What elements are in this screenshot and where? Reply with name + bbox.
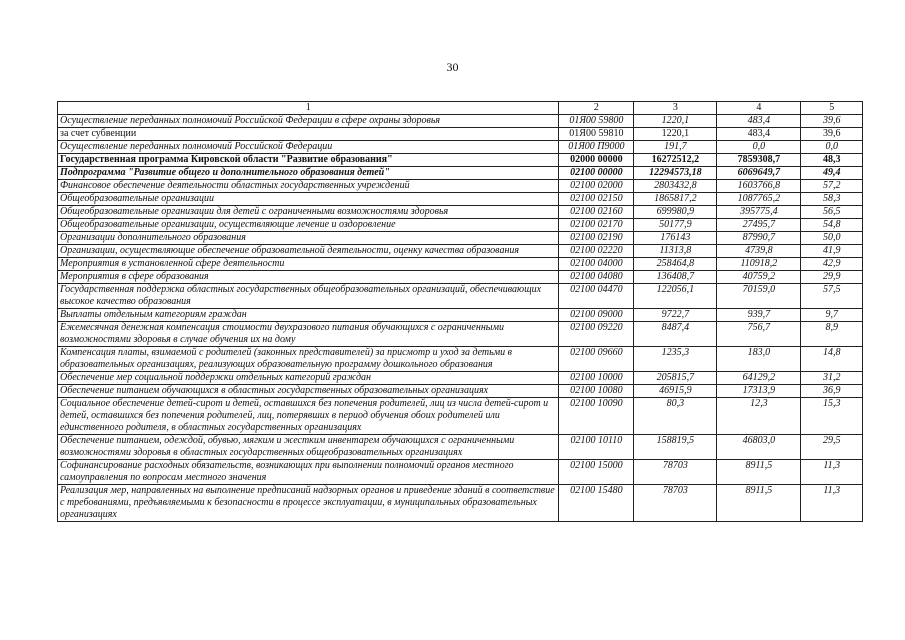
row-value-fact-cell: 64129,2: [717, 372, 801, 385]
row-value-percent-cell: 11,3: [801, 485, 863, 522]
row-value-percent-cell: 15,3: [801, 398, 863, 435]
row-value-plan-cell: 699980,9: [634, 206, 717, 219]
row-value-fact-cell: 756,7: [717, 322, 801, 347]
row-name-cell: Софинансирование расходных обязательств, возникающих при выполнении полномочий органов местного самоуправления по вопросам местного значения: [58, 460, 559, 485]
row-value-plan-cell: 122056,1: [634, 284, 717, 309]
page-number: 30: [446, 60, 459, 74]
row-value-percent-cell: 11,3: [801, 460, 863, 485]
row-code-cell: 02100 15000: [559, 460, 634, 485]
header-cell: 5: [801, 102, 863, 115]
row-name-cell: Ежемесячная денежная компенсация стоимости двухразового питания обучающихся с ограниченными возможностями здоровья в случае обучения их на дому: [58, 322, 559, 347]
row-code-cell: 02100 09000: [559, 309, 634, 322]
row-code-cell: 02100 02170: [559, 219, 634, 232]
row-value-plan-cell: 78703: [634, 485, 717, 522]
table-row: [58, 180, 863, 193]
row-code-cell: 02100 04080: [559, 271, 634, 284]
row-value-plan-cell: 78703: [634, 460, 717, 485]
row-name-cell: Выплаты отдельным категориям граждан: [58, 309, 559, 322]
row-value-percent-cell: 9,7: [801, 309, 863, 322]
row-value-fact-cell: 483,4: [717, 128, 801, 141]
row-value-percent-cell: 42,9: [801, 258, 863, 271]
row-value-plan-cell: 1220,1: [634, 115, 717, 128]
row-code-cell: 02000 00000: [559, 154, 634, 167]
row-value-plan-cell: 46915,9: [634, 385, 717, 398]
row-code-cell: 02100 04470: [559, 284, 634, 309]
row-value-plan-cell: 176143: [634, 232, 717, 245]
header-cell: 2: [559, 102, 634, 115]
row-code-cell: 02100 10000: [559, 372, 634, 385]
row-code-cell: 01Я00 П9000: [559, 141, 634, 154]
table-row: [58, 206, 863, 219]
row-name-cell: Организации, осуществляющие обеспечение образовательной деятельности, оценку качества образования: [58, 245, 559, 258]
table-row: [58, 347, 863, 372]
row-code-cell: 02100 04000: [559, 258, 634, 271]
row-name-cell: Обеспечение мер социальной поддержки отдельных категорий граждан: [58, 372, 559, 385]
row-code-cell: 02100 02220: [559, 245, 634, 258]
table-row: [58, 245, 863, 258]
row-code-cell: 02100 10080: [559, 385, 634, 398]
row-name-cell: Социальное обеспечение детей-сирот и детей, оставшихся без попечения родителей, лиц из числа детей-сирот и детей, оставшихся без попечения родителей, лиц, потерявших в период обучения обоих родителей или единственного родителя, в областных государственных организациях: [58, 398, 559, 435]
table-row: [58, 322, 863, 347]
row-value-fact-cell: 8911,5: [717, 460, 801, 485]
table-row: [58, 485, 863, 522]
row-name-cell: Компенсация платы, взимаемой с родителей (законных представителей) за присмотр и уход за детьми в образовательных организациях, реализующих образовательную программу дошкольного образования: [58, 347, 559, 372]
row-value-plan-cell: 136408,7: [634, 271, 717, 284]
row-value-plan-cell: 258464,8: [634, 258, 717, 271]
table-row: [58, 271, 863, 284]
row-name-cell: Подпрограмма "Развитие общего и дополнительного образования детей": [58, 167, 559, 180]
row-value-percent-cell: 49,4: [801, 167, 863, 180]
row-value-plan-cell: 191,7: [634, 141, 717, 154]
row-value-percent-cell: 54,8: [801, 219, 863, 232]
budget-table: [57, 101, 863, 522]
table-row: [58, 167, 863, 180]
table-row: [58, 284, 863, 309]
row-code-cell: 02100 02160: [559, 206, 634, 219]
row-value-percent-cell: 39,6: [801, 115, 863, 128]
table-row: [58, 258, 863, 271]
row-value-plan-cell: 8487,4: [634, 322, 717, 347]
row-code-cell: 02100 10090: [559, 398, 634, 435]
row-value-fact-cell: 46803,0: [717, 435, 801, 460]
row-code-cell: 02100 02150: [559, 193, 634, 206]
row-name-cell: Мероприятия в установленной сфере деятельности: [58, 258, 559, 271]
row-code-cell: 01Я00 59800: [559, 115, 634, 128]
row-name-cell: Государственная программа Кировской области "Развитие образования": [58, 154, 559, 167]
row-code-cell: 01Я00 59810: [559, 128, 634, 141]
row-value-percent-cell: 39,6: [801, 128, 863, 141]
row-name-cell: Организации дополнительного образования: [58, 232, 559, 245]
table-row: [58, 193, 863, 206]
row-value-fact-cell: 1603766,8: [717, 180, 801, 193]
row-value-plan-cell: 9722,7: [634, 309, 717, 322]
table-row: [58, 219, 863, 232]
row-name-cell: Мероприятия в сфере образования: [58, 271, 559, 284]
row-code-cell: 02100 10110: [559, 435, 634, 460]
row-value-fact-cell: 8911,5: [717, 485, 801, 522]
row-value-percent-cell: 57,5: [801, 284, 863, 309]
row-value-percent-cell: 36,9: [801, 385, 863, 398]
row-value-percent-cell: 58,3: [801, 193, 863, 206]
row-value-plan-cell: 1220,1: [634, 128, 717, 141]
row-value-plan-cell: 158819,5: [634, 435, 717, 460]
row-value-fact-cell: 7859308,7: [717, 154, 801, 167]
row-value-fact-cell: 395775,4: [717, 206, 801, 219]
row-value-fact-cell: 70159,0: [717, 284, 801, 309]
row-value-plan-cell: 1865817,2: [634, 193, 717, 206]
row-code-cell: 02100 09660: [559, 347, 634, 372]
table-row: [58, 435, 863, 460]
row-name-cell: Государственная поддержка областных государственных общеобразовательных организаций, обеспечивающих высокое качество образования: [58, 284, 559, 309]
row-value-plan-cell: 2803432,8: [634, 180, 717, 193]
row-name-cell: Общеобразовательные организации для детей с ограниченными возможностями здоровья: [58, 206, 559, 219]
row-code-cell: 02100 00000: [559, 167, 634, 180]
row-value-fact-cell: 87990,7: [717, 232, 801, 245]
row-value-percent-cell: 29,5: [801, 435, 863, 460]
row-name-cell: Осуществление переданных полномочий Российской Федерации в сфере охраны здоровья: [58, 115, 559, 128]
row-code-cell: 02100 15480: [559, 485, 634, 522]
row-value-plan-cell: 11313,8: [634, 245, 717, 258]
row-value-plan-cell: 50177,9: [634, 219, 717, 232]
row-value-percent-cell: 50,0: [801, 232, 863, 245]
row-value-percent-cell: 48,3: [801, 154, 863, 167]
row-value-percent-cell: 31,2: [801, 372, 863, 385]
header-cell: 1: [58, 102, 559, 115]
row-value-fact-cell: 483,4: [717, 115, 801, 128]
table-row: [58, 385, 863, 398]
row-name-cell: Осуществление переданных полномочий Российской Федерации: [58, 141, 559, 154]
row-value-fact-cell: 1087765,2: [717, 193, 801, 206]
row-name-cell: Обеспечение питанием, одеждой, обувью, мягким и жестким инвентарем обучающихся с ограниченными возможностями здоровья в областных государственных общеобразовательных организациях: [58, 435, 559, 460]
row-value-percent-cell: 8,9: [801, 322, 863, 347]
table-row: [58, 128, 863, 141]
row-name-cell: Реализация мер, направленных на выполнение предписаний надзорных органов и приведение зданий в соответствие с требованиями, предъявляемыми к безопасности в процессе эксплуатации, в муниципальных образовательных организациях: [58, 485, 559, 522]
row-name-cell: Общеобразовательные организации: [58, 193, 559, 206]
header-cell: 4: [717, 102, 801, 115]
table-row: [58, 372, 863, 385]
header-cell: 3: [634, 102, 717, 115]
row-name-cell: Общеобразовательные организации, осуществляющие лечение и оздоровление: [58, 219, 559, 232]
row-value-fact-cell: 0,0: [717, 141, 801, 154]
row-value-plan-cell: 12294573,18: [634, 167, 717, 180]
row-value-fact-cell: 40759,2: [717, 271, 801, 284]
row-value-fact-cell: 4739,8: [717, 245, 801, 258]
row-value-plan-cell: 1235,3: [634, 347, 717, 372]
row-name-cell: Финансовое обеспечение деятельности областных государственных учреждений: [58, 180, 559, 193]
table-row: [58, 115, 863, 128]
row-value-percent-cell: 14,8: [801, 347, 863, 372]
row-value-fact-cell: 183,0: [717, 347, 801, 372]
row-code-cell: 02100 02190: [559, 232, 634, 245]
table-row: [58, 141, 863, 154]
table-row: [58, 309, 863, 322]
row-value-plan-cell: 80,3: [634, 398, 717, 435]
row-value-fact-cell: 6069649,7: [717, 167, 801, 180]
table-row: [58, 460, 863, 485]
row-value-fact-cell: 939,7: [717, 309, 801, 322]
table-row: [58, 398, 863, 435]
table-row: [58, 154, 863, 167]
row-name-cell: за счет субвенции: [58, 128, 559, 141]
row-value-plan-cell: 205815,7: [634, 372, 717, 385]
row-value-percent-cell: 0,0: [801, 141, 863, 154]
row-value-percent-cell: 56,5: [801, 206, 863, 219]
row-value-plan-cell: 16272512,2: [634, 154, 717, 167]
table-row: [58, 232, 863, 245]
row-value-fact-cell: 12,3: [717, 398, 801, 435]
table-header-row: [58, 102, 863, 115]
row-code-cell: 02100 09220: [559, 322, 634, 347]
row-value-fact-cell: 110918,2: [717, 258, 801, 271]
row-code-cell: 02100 02000: [559, 180, 634, 193]
row-value-fact-cell: 17313,9: [717, 385, 801, 398]
row-value-percent-cell: 29,9: [801, 271, 863, 284]
row-name-cell: Обеспечение питанием обучающихся в областных государственных образовательных организациях: [58, 385, 559, 398]
row-value-percent-cell: 41,9: [801, 245, 863, 258]
row-value-percent-cell: 57,2: [801, 180, 863, 193]
row-value-fact-cell: 27495,7: [717, 219, 801, 232]
